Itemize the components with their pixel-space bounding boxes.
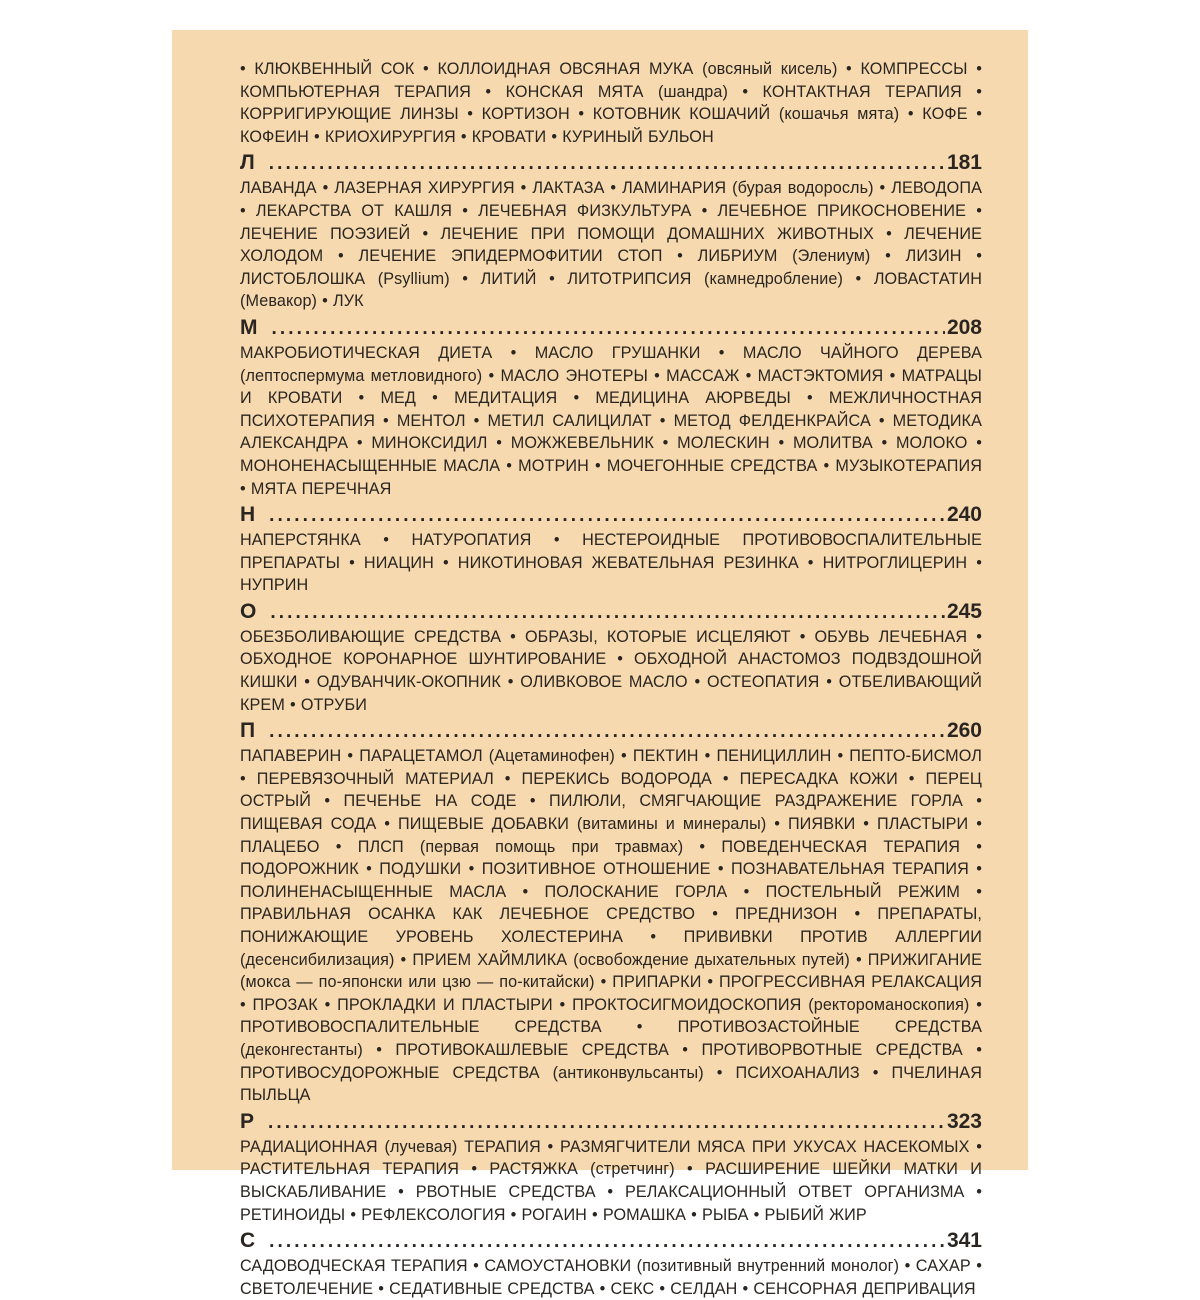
section-heading-p — [240, 718, 982, 745]
section-letter: Н — [240, 503, 256, 527]
section-letter: С — [240, 1229, 256, 1253]
section-heading-o — [240, 599, 982, 626]
section-entries-m: МАКРОБИОТИЧЕСКАЯ ДИЕТА • МАСЛО ГРУШАНКИ • МАСЛО ЧАЙНОГО ДЕРЕВА (лептоспермума метловидного) • МАСЛО ЭНОТЕРЫ • МАССАЖ • МАСТЭКТОМИЯ • МАТРАЦЫ И КРОВАТИ • МЕД • МЕДИТАЦИЯ • МЕДИЦИНА АЮРВЕДЫ • МЕЖЛИЧНОСТНАЯ ПСИХОТЕРАПИЯ • МЕНТОЛ • МЕТИЛ САЛИЦИЛАТ • МЕТОД ФЕЛДЕНКРАЙСА • МЕТОДИКА АЛЕКСАНДРА • МИНОКСИДИЛ • МОЖЖЕВЕЛЬНИК • МОЛЕСКИН • МОЛИТВА • МОЛОКО • МОНОНЕНАСЫЩЕННЫЕ МАСЛА • МОТРИН • МОЧЕГОННЫЕ СРЕДСТВА • МУЗЫКОТЕРАПИЯ • МЯТА ПЕРЕЧНАЯ — [240, 343, 982, 498]
section-page-number: 181 — [946, 151, 982, 175]
section-page-number: 323 — [946, 1109, 982, 1133]
section-letter: М — [240, 315, 258, 339]
section-entries-n: НАПЕРСТЯНКА • НАТУРОПАТИЯ • НЕСТЕРОИДНЫЕ ПРОТИВОВОСПАЛИТЕЛЬНЫЕ ПРЕПАРАТЫ • НИАЦИН • НИКОТИНОВАЯ ЖЕВАТЕЛЬНАЯ РЕЗИНКА • НИТРОГЛИЦЕРИН • НУПРИН — [240, 531, 982, 595]
section-entries-o: ОБЕЗБОЛИВАЮЩИЕ СРЕДСТВА • ОБРАЗЫ, КОТОРЫЕ ИСЦЕЛЯЮТ • ОБУВЬ ЛЕЧЕБНАЯ • ОБХОДНОЕ КОРОНАРНОЕ ШУНТИРОВАНИЕ • ОБХОДНОЙ АНАСТОМОЗ ПОДВЗДОШНОЙ КИШКИ • ОДУВАНЧИК-ОКОПНИК • ОЛИВКОВОЕ МАСЛО • ОСТЕОПАТИЯ • ОТБЕЛИВАЮЩИЙ КРЕМ • ОТРУБИ — [240, 627, 982, 714]
section-page-number: 245 — [946, 599, 982, 623]
leader-dots — [270, 600, 945, 626]
leader-dots — [269, 1229, 945, 1255]
section-page-number: 341 — [946, 1229, 982, 1253]
leader-dots — [268, 1110, 945, 1136]
section-page-number: 240 — [946, 503, 982, 527]
section-entries-l: ЛАВАНДА • ЛАЗЕРНАЯ ХИРУРГИЯ • ЛАКТАЗА • ЛАМИНАРИЯ (бурая водоросль) • ЛЕВОДОПА • ЛЕКАРСТВА ОТ КАШЛЯ • ЛЕЧЕБНАЯ ФИЗКУЛЬТУРА • ЛЕЧЕБНОЕ ПРИКОСНОВЕНИЕ • ЛЕЧЕНИЕ ПОЭЗИЕЙ • ЛЕЧЕНИЕ ПРИ ПОМОЩИ ДОМАШНИХ ЖИВОТНЫХ • ЛЕЧЕНИЕ ХОЛОДОМ • ЛЕЧЕНИЕ ЭПИДЕРМОФИТИИ СТОП • ЛИБРИУМ (Элениум) • ЛИЗИН • ЛИСТОБЛОШКА (Psyllium) • ЛИТИЙ • ЛИТОТРИПСИЯ (камнедробление) • ЛОВАСТАТИН (Мевакор) • ЛУК — [240, 179, 982, 311]
book-page — [172, 30, 1028, 1298]
section-letter: Р — [240, 1109, 255, 1133]
section-letter: О — [240, 599, 257, 623]
leader-dots — [269, 719, 945, 745]
section-heading-s — [240, 1228, 982, 1255]
leader-dots — [269, 151, 945, 177]
leader-dots — [272, 316, 945, 342]
section-heading-n — [240, 502, 982, 529]
section-letter: Л — [240, 151, 255, 175]
leader-dots — [269, 503, 945, 529]
section-letter: П — [240, 719, 256, 743]
intro-entries: • КЛЮКВЕННЫЙ СОК • КОЛЛОИДНАЯ ОВСЯНАЯ МУКА (овсяный кисель) • КОМПРЕССЫ • КОМПЬЮТЕРНАЯ ТЕРАПИЯ • КОНСКАЯ МЯТА (шандра) • КОНТАКТНАЯ ТЕРАПИЯ • КОРРИГИРУЮЩИЕ ЛИНЗЫ • КОРТИЗОН • КОТОВНИК КОШАЧИЙ (кошачья мята) • КОФЕ • КОФЕИН • КРИОХИРУРГИЯ • КРОВАТИ • КУРИНЫЙ БУЛЬОН — [240, 60, 982, 146]
section-heading-l — [240, 150, 982, 177]
section-heading-r — [240, 1109, 982, 1136]
section-entries-r: РАДИАЦИОННАЯ (лучевая) ТЕРАПИЯ • РАЗМЯГЧИТЕЛИ МЯСА ПРИ УКУСАХ НАСЕКОМЫХ • РАСТИТЕЛЬНАЯ ТЕРАПИЯ • РАСТЯЖКА (стретчинг) • РАСШИРЕНИЕ ШЕЙКИ МАТКИ И ВЫСКАБЛИВАНИЕ • РВОТНЫЕ СРЕДСТВА • РЕЛАКСАЦИОННЫЙ ОТВЕТ ОРГАНИЗМА • РЕТИНОИДЫ • РЕФЛЕКСОЛОГИЯ • РОГАИН • РОМАШКА • РЫБА • РЫБИЙ ЖИР — [240, 1137, 982, 1224]
section-page-number: 208 — [946, 315, 982, 339]
section-page-number: 260 — [946, 719, 982, 743]
section-heading-m — [240, 315, 982, 342]
section-entries-s: САДОВОДЧЕСКАЯ ТЕРАПИЯ • САМОУСТАНОВКИ (позитивный внутренний монолог) • САХАР • СВЕТОЛЕЧЕНИЕ • СЕДАТИВНЫЕ СРЕДСТВА • СЕКС • СЕЛДАН • СЕНСОРНАЯ ДЕПРИВАЦИЯ — [240, 1257, 982, 1298]
section-entries-p: ПАПАВЕРИН • ПАРАЦЕТАМОЛ (Ацетаминофен) • ПЕКТИН • ПЕНИЦИЛЛИН • ПЕПТО-БИСМОЛ • ПЕРЕВЯЗОЧНЫЙ МАТЕРИАЛ • ПЕРЕКИСЬ ВОДОРОДА • ПЕРЕСАДКА КОЖИ • ПЕРЕЦ ОСТРЫЙ • ПЕЧЕНЬЕ НА СОДЕ • ПИЛЮЛИ, СМЯГЧАЮЩИЕ РАЗДРАЖЕНИЕ ГОРЛА • ПИЩЕВАЯ СОДА • ПИЩЕВЫЕ ДОБАВКИ (витамины и минералы) • ПИЯВКИ • ПЛАСТЫРИ • ПЛАЦЕБО • ПЛСП (первая помощь при травмах) • ПОВЕДЕНЧЕСКАЯ ТЕРАПИЯ • ПОДОРОЖНИК • ПОДУШКИ • ПОЗИТИВНОЕ ОТНОШЕНИЕ • ПОЗНАВАТЕЛЬНАЯ ТЕРАПИЯ • ПОЛИНЕНАСЫЩЕННЫЕ МАСЛА • ПОЛОСКАНИЕ ГОРЛА • ПОСТЕЛЬНЫЙ РЕЖИМ • ПРАВИЛЬНАЯ ОСАНКА КАК ЛЕЧЕБНОЕ СРЕДСТВО • ПРЕДНИЗОН • ПРЕПАРАТЫ, ПОНИЖАЮЩИЕ УРОВЕНЬ ХОЛЕСТЕРИНА • ПРИВИВКИ ПРОТИВ АЛЛЕРГИИ (десенсибилизация) • ПРИЕМ ХАЙМЛИКА (освобождение дыхательных путей) • ПРИЖИГАНИЕ (мокса — по-японски или цзю — по-китайски) • ПРИПАРКИ • ПРОГРЕССИВНАЯ РЕЛАКСАЦИЯ • ПРОЗАК • ПРОКЛАДКИ И ПЛАСТЫРИ • ПРОКТОСИГМОИДОСКОПИЯ (ректороманоскопия) • ПРОТИВОВОСПАЛИТЕЛЬНЫЕ СРЕДСТВА • ПРОТИВОЗАСТОЙНЫЕ СРЕДСТВА (деконгестанты) • ПРОТИВОКАШЛЕВЫЕ СРЕДСТВА • ПРОТИВОРВОТНЫЕ СРЕДСТВА • ПРОТИВОСУДОРОЖНЫЕ СРЕДСТВА (антиконвульсанты) • ПСИХОАНАЛИЗ • ПЧЕЛИНАЯ ПЫЛЬЦА — [240, 747, 982, 1105]
